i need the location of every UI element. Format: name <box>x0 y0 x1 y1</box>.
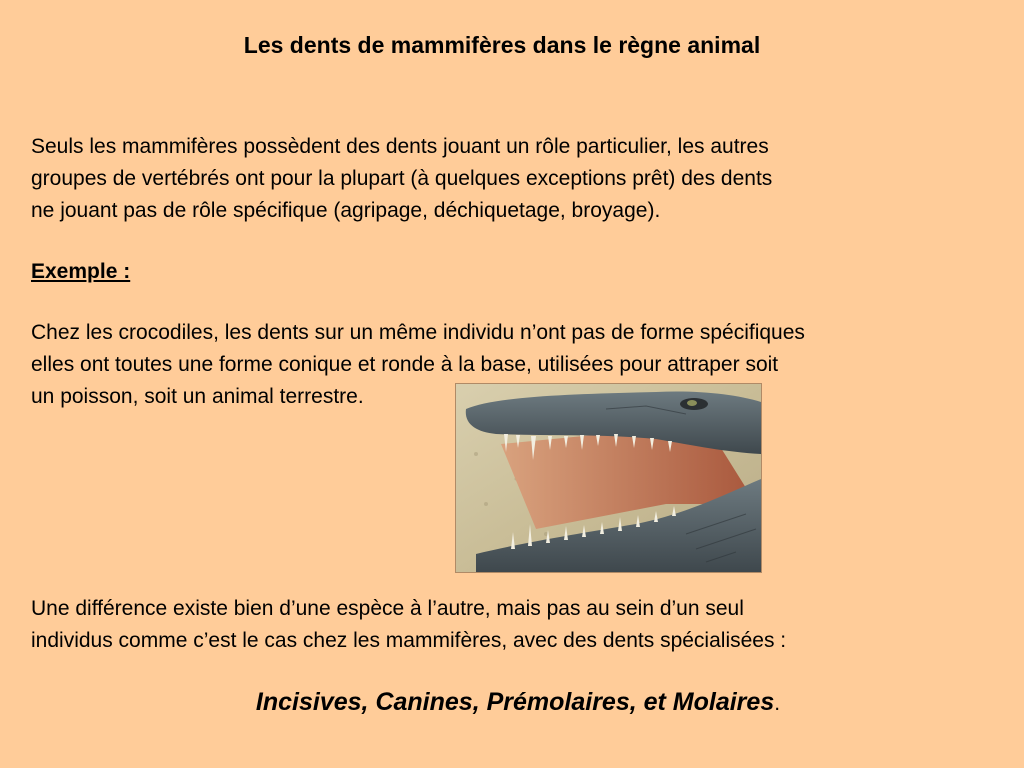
crocodile-line: Chez les crocodiles, les dents sur un même individu n’ont pas de forme spécifiques <box>31 321 805 344</box>
crocodile-line: un poisson, soit un animal terrestre. <box>31 385 364 408</box>
intro-line: Seuls les mammifères possèdent des dents jouant un rôle particulier, les autres <box>31 135 769 158</box>
crocodile-line: elles ont toutes une forme conique et ronde à la base, utilisées pour attraper soit <box>31 353 779 376</box>
intro-line: groupes de vertébrés ont pour la plupart (à quelques exceptions prêt) des dents <box>31 167 773 190</box>
teeth-types: Incisives, Canines, Prémolaires, et Molaires <box>255 688 775 716</box>
example-heading: Exemple : <box>31 260 131 283</box>
crocodile-illustration <box>456 384 761 572</box>
difference-line: individus comme c’est le cas chez les mammifères, avec des dents spécialisées : <box>31 629 787 652</box>
crocodile-photo <box>455 383 762 573</box>
difference-paragraph <box>31 593 786 657</box>
intro-line: ne jouant pas de rôle spécifique (agripage, déchiquetage, broyage). <box>31 199 661 222</box>
slide-title: Les dents de mammifères dans le règne animal <box>243 32 761 58</box>
difference-line: Une différence existe bien d’une espèce à l’autre, mais pas au sein d’un seul <box>31 597 744 620</box>
conclusion-period: . <box>774 692 781 715</box>
intro-paragraph <box>31 131 772 227</box>
conclusion-line <box>0 686 1024 720</box>
